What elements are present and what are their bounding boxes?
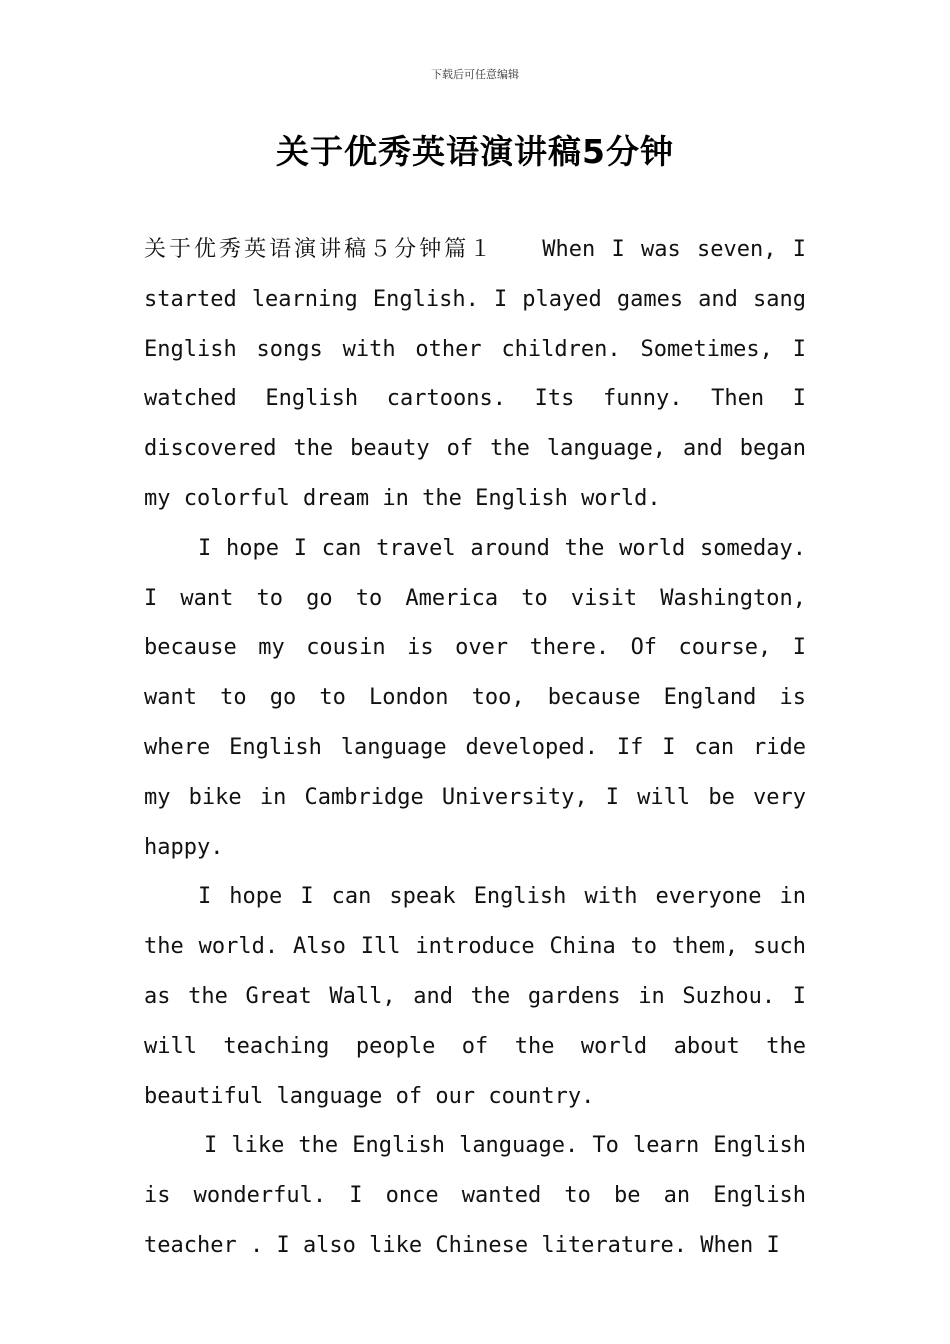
section-label: 关于优秀英语演讲稿５分钟篇１: [144, 237, 495, 262]
paragraph-1: [144, 225, 806, 524]
paragraph-2: I hope I can travel around the world someday. I want to go to America to visit Washington, because my cousin is over there. Of course, I want to go to London too, because England is where English language developed. If I can ride my bike in Cambridge University, I will be very happy.: [144, 535, 806, 860]
paragraph-3: I hope I can speak English with everyone in the world. Also Ill introduce China to them, such as the Great Wall, and the gardens in Suzhou. I will teaching people of the world about the beautiful language of our country.: [144, 884, 806, 1109]
paragraph-1-text: When I was seven, I started learning English. I played games and sang English songs with other children. Sometimes, I watched English cartoons. Its funny. Then I discovered the beauty of the language, and began my colorful dream in the English world.: [144, 237, 806, 511]
document-body: [144, 225, 806, 1271]
document-title: 关于优秀英语演讲稿5分钟: [276, 132, 674, 171]
paragraph-4: I like the English language. To learn English is wonderful. I once wanted to be an English teacher . I also like Chinese literature. When I: [144, 1133, 806, 1258]
header-note: 下载后可任意编辑: [431, 68, 519, 81]
